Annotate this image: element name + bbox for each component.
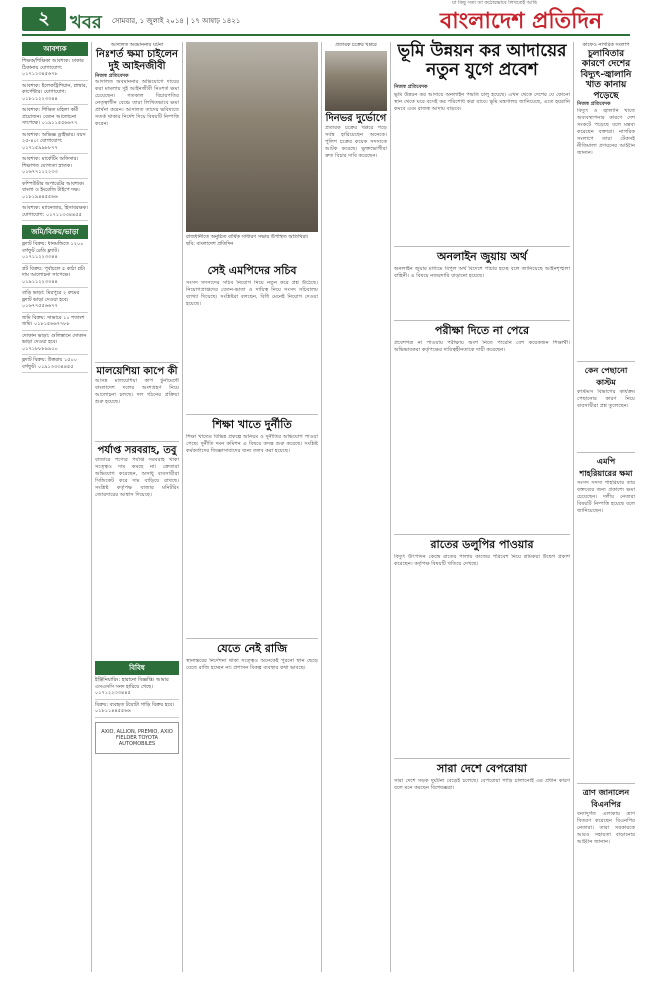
page-number: ২ [22, 7, 66, 31]
header-rule [22, 34, 630, 36]
classified-item: বাড়ি ভাড়া: মিরপুরে ২ রুমের ফ্ল্যাট ভাড়া দেওয়া হবে। ০১৬৭৭৫৫৬৬৭৭ [22, 288, 88, 313]
story13-kicker: কাফেও নাগরিক সংলাপ [582, 42, 630, 48]
story7-headline: দিনভর দুর্ভোগে [325, 112, 387, 124]
story14-body: কাস্টমস বিভাগের কার্যক্রম পেছানোর কারণ নিয়ে ব্যবসায়ীরা প্রশ্ন তুলেছেন। [577, 388, 635, 409]
classifieds-heading-property: জমি/বিক্রয়/ভাড়া [22, 225, 88, 239]
story1-kicker: আদালত অবমাননার ঘটনা [110, 42, 164, 48]
story10-headline: পরীক্ষা দিতে না পেরে [434, 324, 529, 337]
story1-headline: নিঃশর্ত ক্ষমা চাইলেন দুই আইনজীবী [95, 48, 179, 72]
lead-headline: ভূমি উন্নয়ন কর আদায়ের নতুন যুগে প্রবেশ [397, 41, 567, 80]
story9-headline: অনলাইন জুয়ায় অর্থ [436, 250, 528, 263]
right-column [577, 42, 635, 972]
story2-body: আসন্ন মালয়েশিয়া কাপ টুর্নামেন্টে বাংলাদেশ দলের অংশগ্রহণ নিয়ে আলোচনা চলছে। দল গঠনের প্রক্রিয়া শুরু হয়েছে। [95, 378, 179, 405]
classifieds-heading-misc: বিবিধ [95, 661, 179, 675]
story3-body: বাজারে পণ্যের পর্যাপ্ত সরবরাহ থাকা সত্ত্বেও দাম কমছে না। ক্রেতারা অভিযোগ করেছেন, অসাধু ব্যবসায়ীরা সিন্ডিকেট করে দাম বাড়িয়ে রাখছে। সংশ্লিষ্ট কর্তৃপক্ষ বাজার মনিটরিং জোরদারের আশ্বাস দিয়েছে। [95, 457, 179, 498]
lead-body: ভূমি উন্নয়ন কর আদায়ে অনলাইন পদ্ধতি চালু হয়েছে। এখন থেকে দেশের যে কোনো স্থান থেকে ঘরে বসেই কর পরিশোধ করা যাবে। ভূমি মন্ত্রণালয় জানিয়েছে, এতে হয়রানি কমবে এবং রাজস্ব আদায় বাড়বে। [394, 92, 570, 112]
classified-item: আবশ্যক: মার্কেটিং অফিসার। শিক্ষাগত যোগ্যতা স্নাতক। ০১৬৭৭১১২২৩৩ [22, 154, 88, 179]
classifieds-column [22, 42, 88, 972]
divider [577, 783, 635, 784]
story4-headline: সেই এমপিদের সচিব [207, 264, 297, 277]
divider [577, 361, 635, 362]
story7-body: প্রতারক চক্রের খপ্পরে পড়ে সর্বস্ব হারিয়েছেন অনেকে। পুলিশ চক্রের কয়েক সদস্যকে আটক করেছে। ভুক্তভোগীরা দ্রুত বিচার দাবি করেছেন। [325, 124, 387, 159]
divider [577, 452, 635, 453]
story12-body: সারা দেশে সড়ক দুর্ঘটনা বেড়েই চলেছে। বেপরোয়া গাড়ি চালানোই এর প্রধান কারণ বলে মনে করছেন বিশেষজ্ঞরা। [394, 778, 570, 791]
story14-headline: কেন পেছানো কাস্টম [584, 365, 628, 387]
news-photo [186, 42, 318, 232]
column-divider [573, 42, 574, 972]
column-divider [91, 42, 92, 972]
section-title: খবর [70, 12, 102, 33]
column-4 [325, 42, 387, 972]
classified-item: ইঞ্জিনিয়ারিং: হারানো বিজ্ঞপ্তি। আমার এসএসসি সনদ হারিয়ে গেছে। ০১৭১২২৩৩৪৪৫ [95, 675, 179, 700]
story10-body: প্রবেশপত্র না পাওয়ায় পরীক্ষায় অংশ নিতে পারেনি বেশ কয়েকজন শিক্ষার্থী। অভিভাবকরা কর্তৃপক্ষের দায়িত্বহীনতাকে দায়ী করেছেন। [394, 340, 570, 353]
divider [186, 414, 318, 415]
classifieds-list-misc [95, 675, 179, 718]
divider [95, 362, 179, 363]
column-divider [182, 42, 183, 972]
story11-headline: রাতের ডলুপির পাওয়ার [430, 538, 534, 551]
story3-headline: পর্যাপ্ত সরবরাহ, তবু [97, 445, 177, 456]
ad-text: AXIO, ALLION, PREMIO, AXIO FIELDER TOYOTA AUTOMOBILES [101, 728, 173, 747]
story2-headline: মালয়েশিয়া কাপে কী [96, 366, 178, 377]
classified-item: আবশ্যক: অভিজ্ঞ ড্রাইভার। বয়স ২৫-৪০। যোগাযোগ: ০১৭১৫৯৯৮৮৭৭ [22, 130, 88, 155]
classified-item: শিক্ষক/শিক্ষিকা আবশ্যক: ঢাকার ঠিকানায় যোগাযোগ: ০১৭১২৩৪৫৬৭৮ [22, 56, 88, 81]
toyota-advertisement [95, 722, 179, 754]
classified-item: দোকান ভাড়া: গুলিস্তানে দোকান ভাড়া দেওয়া হবে। ০১৭১৮৮৮৯৯০০ [22, 331, 88, 356]
story13-byline: নিজস্ব প্রতিবেদক [577, 101, 611, 107]
column-2 [95, 42, 179, 972]
inset-photo [325, 51, 387, 111]
story16-headline: ত্রাণ জানালেন বিএনপির [582, 787, 630, 809]
divider [394, 320, 570, 321]
classified-item: জমি বিক্রয়: সাভারে ১০ শতাংশ জমি। ০১৮১৫৬৬৭৭৮৮ [22, 313, 88, 331]
brand-tagline: যা কিছু সত্য তা কঠোরভাবে লিখতেই আছি [452, 0, 537, 6]
story1-body: আদালত অবমাননার অভিযোগে দায়ের করা মামলায় দুই আইনজীবী নিঃশর্ত ক্ষমা চেয়েছেন। গতকাল বিচারপতির নেতৃত্বাধীন বেঞ্চে তারা লিখিতভাবে ক্ষমা প্রার্থনা করেন। আদালত তাদের ভবিষ্যতে সতর্ক থাকার নির্দেশ দিয়ে বিষয়টি নিষ্পত্তি করেন। [95, 79, 179, 127]
issue-date: সোমবার, ১ জুলাই ২০১৪ | ১৭ আষাঢ় ১৪২১ [112, 17, 241, 25]
classifieds-heading-wanted: আবশ্যক [22, 42, 88, 56]
classified-item: বিক্রয়: ব্যবহৃত টয়োটা গাড়ি বিক্রয় হবে। ০১৮১১৪৪৫৫৬৬ [95, 700, 179, 718]
story6-body: স্থানান্তরের নির্দেশনা থাকা সত্ত্বেও অনেকেই পুরনো স্থান ছেড়ে যেতে রাজি হচ্ছেন না। প্রশাসন বিকল্প ব্যবস্থার কথা ভাবছে। [186, 658, 318, 671]
story13-headline: চুলাবিতার কারণে দেশের বিদ্যুৎ-জ্বালানি খাত কানায় পড়েছে [580, 48, 632, 101]
classified-item: ফ্ল্যাট বিক্রয়: ধানমন্ডিতে ১২০০ বর্গফুট রেডি ফ্ল্যাট। ০১৭১১২২৩৩৪৪ [22, 239, 88, 264]
divider [394, 534, 570, 535]
story11-body: বিদ্যুৎ উৎপাদন কেন্দ্রে রাতের পালায় কাজের পরিবেশ নিয়ে শ্রমিকরা উদ্বেগ প্রকাশ করেছেন। কর্তৃপক্ষ বিষয়টি খতিয়ে দেখছে। [394, 554, 570, 567]
classified-item: আবশ্যক: শিক্ষিত মহিলা কর্মী প্রয়োজন। বেতন আলোচনা সাপেক্ষে। ০১৯১১৫৫৬৬৭৭ [22, 105, 88, 130]
divider [95, 441, 179, 442]
brand-logo: বাংলাদেশ প্রতিদিন [440, 8, 603, 34]
story5-body: শিক্ষা খাতের বিভিন্ন প্রকল্পে অনিয়ম ও দুর্নীতির অভিযোগ পাওয়া গেছে। দুর্নীতি দমন কমিশন এ বিষয়ে তদন্ত শুরু করেছে। সংশ্লিষ্ট কর্মকর্তাদের জিজ্ঞাসাবাদের জন্য তলব করা হয়েছে। [186, 434, 318, 454]
photo-caption: রাজধানীতে অনুষ্ঠিত বার্ষিক সাধারণ সভায় উপস্থিত অতিথিরা। ছবি: বাংলাদেশ প্রতিদিন [186, 234, 309, 247]
classified-item: প্লট বিক্রয়: পূর্বাচলে ৫ কাঠা প্লট। দাম আলোচনা সাপেক্ষে। ০১৯১১২২৩৩৪৪ [22, 264, 88, 289]
story5-headline: শিক্ষা খাতে দুর্নীতি [212, 418, 292, 431]
story7-kicker: প্রতারক চক্রের খপ্পরে [335, 42, 377, 48]
story16-body: বন্যাদুর্গত এলাকায় ত্রাণ বিতরণ করেছেন বিএনপির নেতারা। তারা সরকারকে আরও সহায়তা বাড়ানোর আহ্বান জানান। [577, 810, 635, 845]
classifieds-list-wanted [22, 56, 88, 221]
classified-item: ফ্ল্যাট বিক্রয়: উত্তরায় ১৫০০ বর্গফুট। ০১৯১৩৩৩৪৪৫৫ [22, 355, 88, 373]
classified-item: আবশ্যক: ইলেকট্রিশিয়ান, প্লাম্বার, কার্পেন্টার। যোগাযোগ: ০১৮১১২২৩৩৪৪ [22, 81, 88, 106]
divider [186, 638, 318, 639]
lead-byline: নিজস্ব প্রতিবেদক [394, 84, 428, 90]
story15-headline: এমপি শাহরিয়ারের ক্ষমা [579, 456, 633, 478]
story6-headline: যেতে নেই রাজি [216, 642, 288, 655]
story1-byline: নিজস্ব প্রতিবেদক [95, 72, 129, 79]
story12-headline: সারা দেশে বেপরোয়া [437, 762, 527, 775]
column-divider [321, 42, 322, 972]
divider [394, 758, 570, 759]
divider [394, 246, 570, 247]
story4-body: সংসদ সদস্যদের সচিব নিয়োগ নিয়ে নতুন করে প্রশ্ন উঠেছে। নিয়োগপ্রাপ্তদের বেতন-ভাতা ও দায়িত্ব নিয়ে সংসদ সচিবালয় ব্যাখ্যা দিয়েছে। সংশ্লিষ্টরা বলছেন, বিধি মেনেই নিয়োগ দেওয়া হয়েছে। [186, 280, 318, 307]
classified-item: কম্পিউটার অপারেটর আবশ্যক। বাংলা ও ইংরেজি টাইপে দক্ষ। ০১৮১৯৪৪৫৫৬৬ [22, 179, 88, 204]
story13-body: বিদ্যুৎ ও জ্বালানি খাতে অব্যবস্থাপনার কারণে দেশ সংকটে পড়েছে বলে মন্তব্য করেছেন বক্তারা। নাগরিক সংলাপে তারা টেকসই নীতিমালা প্রণয়নের আহ্বান জানান। [577, 107, 635, 156]
column-divider [390, 42, 391, 972]
classified-item: আবশ্যক: ম্যানেজার, হিসাবরক্ষক। যোগাযোগ: ০১৭১১৩৩৪৪৫৫ [22, 203, 88, 221]
classifieds-list-property [22, 239, 88, 373]
story9-body: অনলাইন জুয়ার মাধ্যমে বিপুল অর্থ বিদেশে পাচার হচ্ছে বলে জানিয়েছে আইনশৃঙ্খলা বাহিনী। এ বিষয়ে নজরদারি বাড়ানো হয়েছে। [394, 266, 570, 279]
story15-body: সংসদ সদস্য শাহরিয়ার তার বক্তব্যের জন্য প্রকাশ্যে ক্ষমা চেয়েছেন। দলীয় নেতারা বিষয়টি নিষ্পত্তি হয়েছে বলে জানিয়েছেন। [577, 479, 635, 514]
